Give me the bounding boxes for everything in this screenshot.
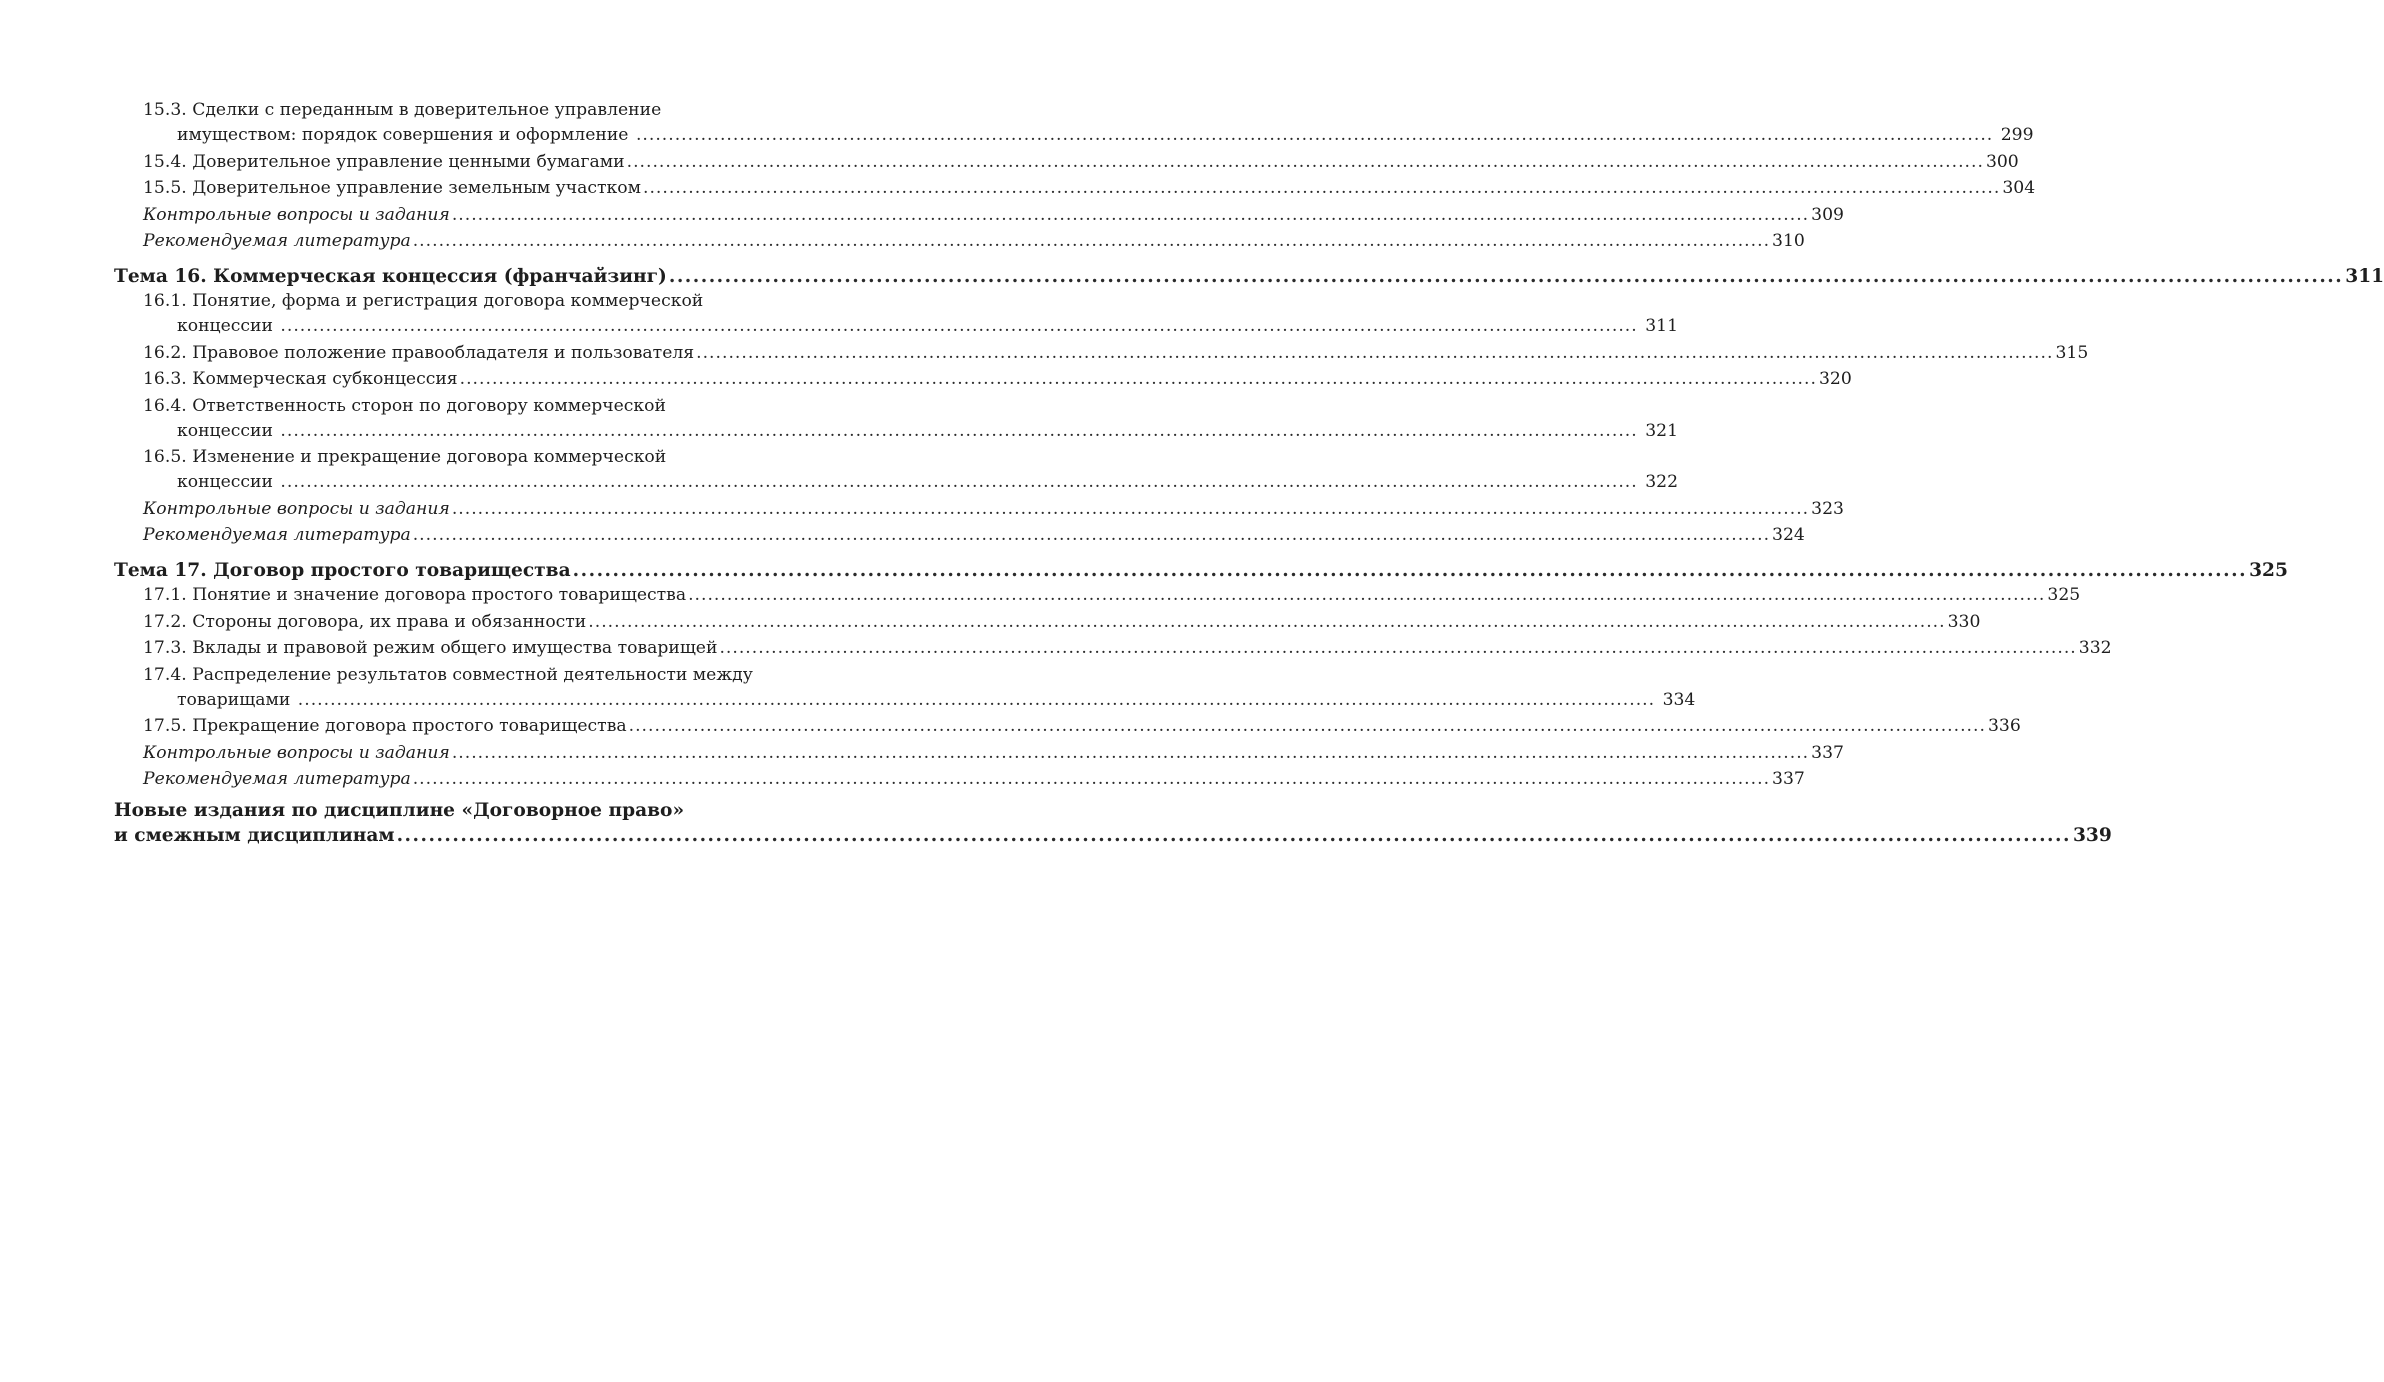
toc-page-number: 337 [1772,769,1805,789]
toc-entry-title: 16.4. Ответственность сторон по договору коммерческой [143,395,666,416]
toc-page-number: 299 [2000,125,2034,145]
toc-entry-title-continued: концессии [177,420,273,441]
toc-page-number: 322 [1645,472,1679,492]
toc-entry [143,150,2019,175]
dot-leader [636,125,1993,145]
toc-entry [143,98,2034,148]
toc-page-number: 320 [1818,369,1852,389]
toc-page-number: 311 [2345,266,2384,287]
dot-leader [413,767,1770,792]
dot-leader [298,690,1655,710]
toc-entry-questions [143,497,1844,522]
toc-page-number: 315 [2055,342,2089,363]
toc-entry-title: Контрольные вопросы и задания [143,204,450,225]
toc-entry-title: Контрольные вопросы и задания [143,498,450,519]
toc-entry-literature [143,229,1805,254]
toc-page-number: 336 [1987,716,2021,736]
toc-chapter-title: Новые издания по дисциплине «Договорное право» [114,800,685,821]
toc-entry [143,610,1981,635]
toc-entry-title: 17.5. Прекращение договора простого товарищества [143,716,627,736]
toc-entry [143,176,2036,201]
toc-entry [143,636,2112,661]
toc-entry-title: 16.3. Коммерческая субконцессия [143,369,458,389]
dot-leader [413,523,1770,548]
toc-page-number: 300 [1985,151,2019,172]
dot-leader [452,203,1809,228]
toc-entry-questions [143,203,1844,228]
dot-leader [573,558,2247,583]
toc-entry-title: 15.3. Сделки с переданным в доверительное управление [143,100,662,120]
toc-entry-title-continued: концессии [177,316,273,336]
dot-leader [397,823,2071,848]
toc-entry-literature [143,523,1805,548]
toc-page-number: 323 [1811,498,1844,519]
toc-entry-questions [143,741,1844,766]
toc-chapter-heading [114,558,2288,583]
toc-entry-title: 16.5. Изменение и прекращение договора коммерческой [143,447,667,467]
toc-entry-title: Рекомендуемая литература [143,525,411,545]
toc-entry [143,341,2089,366]
toc-entry [143,714,2021,739]
toc-page-number: 321 [1645,420,1679,441]
toc-entry-title-continued: товарищами [177,689,291,710]
toc-entry-literature [143,767,1805,792]
toc-page-number: 334 [1662,689,1696,710]
dot-leader [669,264,2343,289]
toc-chapter-heading [114,264,2384,289]
toc-entry-title: 16.1. Понятие, форма и регистрация договора коммерческой [143,291,704,311]
toc-entry-title: 15.4. Доверительное управление ценными бумагами [143,151,625,172]
toc-page-number: 324 [1772,525,1805,545]
toc-chapter-title: Тема 17. Договор простого товарищества [114,560,571,581]
toc-entry-title: Рекомендуемая литература [143,769,411,789]
toc-entry-title: 15.5. Доверительное управление земельным участком [143,178,641,198]
toc-entry-title: 17.2. Стороны договора, их права и обязанности [143,611,587,632]
toc-page-number: 325 [2047,585,2081,605]
dot-leader [696,341,2053,366]
toc-entry-title: 17.4. Распределение результатов совместной деятельности между [143,664,753,685]
toc-entry-title: 17.1. Понятие и значение договора простого товарищества [143,585,687,605]
toc-page-number: 309 [1811,204,1844,225]
toc-page-number: 330 [1947,611,1981,632]
toc-page-number: 337 [1811,742,1844,763]
dot-leader [629,714,1986,739]
toc-entry [143,663,1696,713]
dot-leader [588,610,1945,635]
dot-leader [627,150,1984,175]
toc-entry [143,445,1679,495]
dot-leader [452,497,1809,522]
toc-chapter-title-continued: и смежным дисциплинам [114,825,395,846]
dot-leader [688,583,2045,608]
table-of-contents [114,98,2384,848]
toc-page-number: 325 [2249,560,2288,581]
dot-leader [280,421,1637,441]
toc-entry-title-continued: концессии [177,472,273,492]
toc-entry-title: 17.3. Вклады и правовой режим общего имущества товарищей [143,638,718,658]
dot-leader [719,636,2076,661]
toc-entry [143,289,1679,339]
toc-page-number: 339 [2072,825,2112,846]
dot-leader [643,176,2000,201]
toc-entry [143,367,1852,392]
toc-entry-title: Контрольные вопросы и задания [143,742,450,763]
toc-entry-title-continued: имуществом: порядок совершения и оформление [177,125,629,145]
toc-entry-title: Рекомендуемая литература [143,231,411,251]
dot-leader [280,472,1637,492]
toc-chapter-title: Тема 16. Коммерческая концессия (франчайзинг) [114,266,667,287]
toc-entry [143,394,1679,444]
toc-page-number: 332 [2078,638,2112,658]
dot-leader [413,229,1770,254]
toc-entry-title: 16.2. Правовое положение правообладателя и пользователя [143,342,695,363]
toc-chapter-heading [114,798,2112,848]
toc-page-number: 310 [1772,231,1805,251]
toc-entry [143,583,2081,608]
dot-leader [280,316,1637,336]
toc-page-number: 311 [1645,316,1679,336]
dot-leader [460,367,1817,392]
toc-page-number: 304 [2002,178,2036,198]
dot-leader [452,741,1809,766]
